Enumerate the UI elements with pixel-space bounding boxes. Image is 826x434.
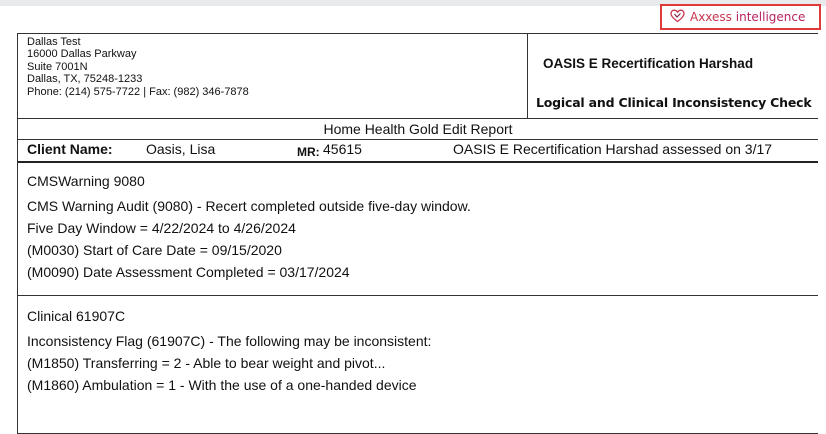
- axxess-intelligence-button[interactable]: [660, 4, 821, 30]
- section-line: (M0030) Start of Care Date = 09/15/2020: [27, 242, 282, 258]
- ai-button-label-rest: intelligence: [735, 10, 806, 24]
- heart-stethoscope-icon: [670, 9, 685, 26]
- client-name-label: Client Name:: [27, 141, 113, 157]
- assessment-info: OASIS E Recertification Harshad assessed on 3/17: [453, 141, 773, 157]
- agency-city-state-zip: Dallas, TX, 75248-1233: [27, 73, 143, 86]
- section-line: (M1860) Ambulation = 1 - With the use of a one-handed device: [27, 377, 417, 393]
- edit-section-clinical: [18, 297, 818, 434]
- section-line: CMS Warning Audit (9080) - Recert completed outside five-day window.: [27, 198, 471, 214]
- agency-phone-fax: Phone: (214) 575-7722 | Fax: (982) 346-7878: [27, 85, 249, 98]
- edit-report-document: [17, 33, 818, 434]
- client-info-row: [18, 139, 818, 163]
- section-line: Five Day Window = 4/22/2024 to 4/26/2024: [27, 220, 296, 236]
- report-title: Home Health Gold Edit Report: [323, 121, 513, 137]
- report-titles: [529, 34, 818, 118]
- agency-address-2: Suite 7001N: [27, 60, 88, 73]
- section-line: (M0090) Date Assessment Completed = 03/17/2024: [27, 264, 350, 280]
- mr-label: MR:: [297, 145, 320, 159]
- agency-address-1: 16000 Dallas Parkway: [27, 48, 137, 61]
- ai-button-label-prefix: Axxess: [690, 10, 736, 24]
- agency-name: Dallas Test: [27, 36, 81, 48]
- section-line: (M1850) Transferring = 2 - Able to bear weight and pivot...: [27, 355, 386, 371]
- agency-info: [18, 34, 528, 118]
- client-name: Oasis, Lisa: [146, 141, 216, 157]
- report-header: [18, 34, 818, 119]
- mr-number: 45615: [323, 141, 362, 157]
- report-subtitle: Logical and Clinical Inconsistency Check: [536, 95, 812, 110]
- assessment-title: OASIS E Recertification Harshad: [543, 56, 754, 71]
- section-line: Inconsistency Flag (61907C) - The following may be inconsistent:: [27, 333, 432, 349]
- edit-section-cms-warning: [18, 162, 818, 296]
- section-heading: CMSWarning 9080: [27, 173, 145, 189]
- section-heading: Clinical 61907C: [27, 308, 126, 324]
